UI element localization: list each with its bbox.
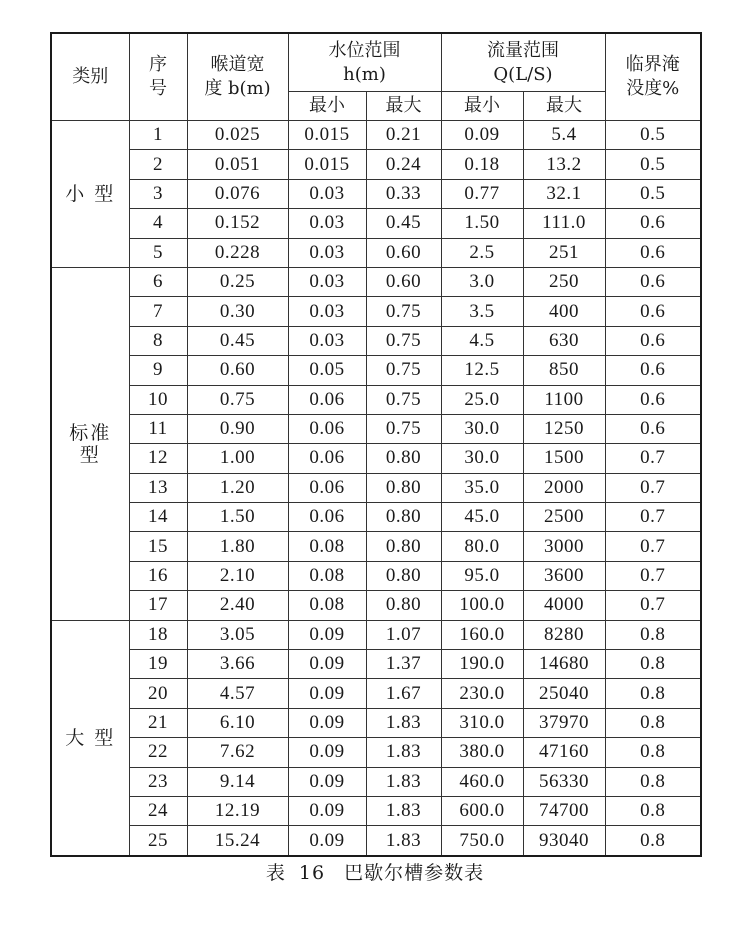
cell-flow-max: 2000: [523, 473, 605, 502]
cell-water-level-min: 0.09: [288, 650, 366, 679]
cell-water-level-min: 0.03: [288, 209, 366, 238]
cell-flow-min: 95.0: [441, 561, 523, 590]
cell-critical-submergence: 0.8: [605, 650, 701, 679]
cell-flow-max: 93040: [523, 826, 605, 856]
cell-index: 11: [129, 414, 187, 443]
cell-index: 5: [129, 238, 187, 267]
header-water-level-range: [288, 33, 441, 92]
cell-critical-submergence: 0.6: [605, 209, 701, 238]
header-index-line2: 号: [149, 78, 167, 99]
header-submergence-line1: 临界淹: [625, 54, 680, 75]
cell-flow-max: 5.4: [523, 121, 605, 150]
cell-water-level-max: 0.80: [366, 503, 441, 532]
cell-water-level-min: 0.08: [288, 532, 366, 561]
cell-flow-max: 250: [523, 267, 605, 296]
table-row: [51, 561, 701, 590]
cell-category: [51, 121, 129, 268]
cell-throat-width: 9.14: [187, 767, 288, 796]
cell-water-level-max: 0.33: [366, 179, 441, 208]
cell-index: 19: [129, 650, 187, 679]
cell-flow-min: 1.50: [441, 209, 523, 238]
cell-throat-width: 4.57: [187, 679, 288, 708]
cell-water-level-max: 1.67: [366, 679, 441, 708]
cell-throat-width: 12.19: [187, 796, 288, 825]
header-critical-submergence: [605, 33, 701, 121]
table-row: [51, 738, 701, 767]
cell-index: 4: [129, 209, 187, 238]
cell-water-level-max: 1.83: [366, 738, 441, 767]
cell-flow-max: 3600: [523, 561, 605, 590]
cell-water-level-max: 1.83: [366, 708, 441, 737]
cell-water-level-max: 0.24: [366, 150, 441, 179]
header-flow-min: 最小: [441, 92, 523, 121]
cell-water-level-max: 0.80: [366, 561, 441, 590]
cell-flow-min: 0.77: [441, 179, 523, 208]
cell-index: 15: [129, 532, 187, 561]
cell-throat-width: 0.45: [187, 326, 288, 355]
cell-water-level-max: 1.83: [366, 767, 441, 796]
cell-water-level-max: 0.60: [366, 267, 441, 296]
cell-flow-min: 0.18: [441, 150, 523, 179]
cell-water-level-min: 0.03: [288, 326, 366, 355]
cell-critical-submergence: 0.8: [605, 796, 701, 825]
cell-critical-submergence: 0.8: [605, 708, 701, 737]
caption-number: 16: [298, 862, 326, 884]
cell-water-level-max: 1.07: [366, 620, 441, 649]
cell-flow-min: 750.0: [441, 826, 523, 856]
header-category: [51, 33, 129, 121]
cell-flow-max: 400: [523, 297, 605, 326]
cell-flow-max: 850: [523, 356, 605, 385]
cell-critical-submergence: 0.6: [605, 238, 701, 267]
cell-throat-width: 1.20: [187, 473, 288, 502]
cell-water-level-min: 0.08: [288, 561, 366, 590]
table-header: [51, 33, 701, 121]
header-water-level-line2: h(m): [343, 63, 386, 85]
table-row: [51, 356, 701, 385]
cell-water-level-min: 0.09: [288, 708, 366, 737]
cell-throat-width: 7.62: [187, 738, 288, 767]
parshall-flume-parameter-table: [50, 32, 702, 857]
cell-water-level-max: 0.75: [366, 297, 441, 326]
cell-index: 21: [129, 708, 187, 737]
cell-throat-width: 1.50: [187, 503, 288, 532]
category-line1: 标准: [69, 421, 112, 444]
cell-critical-submergence: 0.6: [605, 356, 701, 385]
cell-critical-submergence: 0.7: [605, 591, 701, 620]
header-index-line1: 序: [149, 54, 167, 75]
cell-water-level-min: 0.09: [288, 620, 366, 649]
table-row: [51, 385, 701, 414]
table-row: [51, 238, 701, 267]
cell-index: 14: [129, 503, 187, 532]
cell-critical-submergence: 0.6: [605, 414, 701, 443]
cell-flow-max: 1250: [523, 414, 605, 443]
cell-critical-submergence: 0.7: [605, 473, 701, 502]
cell-critical-submergence: 0.6: [605, 267, 701, 296]
cell-index: 2: [129, 150, 187, 179]
cell-critical-submergence: 0.6: [605, 297, 701, 326]
cell-flow-max: 1100: [523, 385, 605, 414]
header-water-level-min: 最小: [288, 92, 366, 121]
cell-water-level-min: 0.09: [288, 796, 366, 825]
cell-water-level-max: 0.80: [366, 473, 441, 502]
cell-water-level-min: 0.06: [288, 473, 366, 502]
cell-flow-max: 111.0: [523, 209, 605, 238]
table-row: [51, 326, 701, 355]
cell-flow-max: 8280: [523, 620, 605, 649]
cell-flow-min: 100.0: [441, 591, 523, 620]
cell-water-level-max: 0.75: [366, 414, 441, 443]
cell-throat-width: 2.10: [187, 561, 288, 590]
cell-index: 1: [129, 121, 187, 150]
cell-throat-width: 6.10: [187, 708, 288, 737]
table-row: [51, 121, 701, 150]
cell-flow-max: 251: [523, 238, 605, 267]
table-row: [51, 179, 701, 208]
cell-flow-max: 3000: [523, 532, 605, 561]
cell-flow-max: 37970: [523, 708, 605, 737]
cell-flow-min: 30.0: [441, 444, 523, 473]
cell-flow-max: 25040: [523, 679, 605, 708]
cell-flow-min: 0.09: [441, 121, 523, 150]
cell-throat-width: 0.152: [187, 209, 288, 238]
cell-water-level-min: 0.05: [288, 356, 366, 385]
table-row: [51, 473, 701, 502]
category-line2: 型: [79, 443, 101, 466]
caption-title: 巴歇尔槽参数表: [344, 862, 485, 884]
cell-flow-min: 4.5: [441, 326, 523, 355]
cell-water-level-max: 1.83: [366, 826, 441, 856]
cell-flow-min: 45.0: [441, 503, 523, 532]
cell-water-level-min: 0.09: [288, 738, 366, 767]
cell-throat-width: 3.05: [187, 620, 288, 649]
cell-index: 12: [129, 444, 187, 473]
cell-flow-max: 630: [523, 326, 605, 355]
cell-flow-max: 47160: [523, 738, 605, 767]
cell-index: 20: [129, 679, 187, 708]
cell-flow-max: 32.1: [523, 179, 605, 208]
cell-index: 17: [129, 591, 187, 620]
header-throat-width-line2: 度 b(m): [204, 78, 271, 99]
cell-category: [51, 620, 129, 856]
cell-critical-submergence: 0.8: [605, 620, 701, 649]
cell-water-level-max: 0.60: [366, 238, 441, 267]
cell-flow-min: 230.0: [441, 679, 523, 708]
cell-water-level-min: 0.09: [288, 679, 366, 708]
cell-water-level-min: 0.09: [288, 826, 366, 856]
cell-water-level-min: 0.08: [288, 591, 366, 620]
cell-index: 6: [129, 267, 187, 296]
table-row: [51, 503, 701, 532]
cell-flow-min: 310.0: [441, 708, 523, 737]
cell-critical-submergence: 0.8: [605, 767, 701, 796]
table-row: [51, 826, 701, 856]
cell-critical-submergence: 0.8: [605, 679, 701, 708]
category-label: 小 型: [65, 182, 116, 205]
cell-index: 18: [129, 620, 187, 649]
cell-flow-min: 600.0: [441, 796, 523, 825]
cell-critical-submergence: 0.5: [605, 179, 701, 208]
cell-water-level-max: 1.37: [366, 650, 441, 679]
cell-water-level-max: 0.80: [366, 444, 441, 473]
cell-water-level-max: 0.45: [366, 209, 441, 238]
cell-throat-width: 0.076: [187, 179, 288, 208]
cell-index: 25: [129, 826, 187, 856]
cell-throat-width: 0.75: [187, 385, 288, 414]
cell-throat-width: 0.228: [187, 238, 288, 267]
cell-index: 9: [129, 356, 187, 385]
cell-throat-width: 0.30: [187, 297, 288, 326]
cell-water-level-max: 0.21: [366, 121, 441, 150]
cell-flow-min: 190.0: [441, 650, 523, 679]
cell-critical-submergence: 0.8: [605, 826, 701, 856]
cell-flow-min: 460.0: [441, 767, 523, 796]
cell-water-level-max: 0.75: [366, 356, 441, 385]
cell-water-level-min: 0.015: [288, 150, 366, 179]
cell-flow-min: 3.5: [441, 297, 523, 326]
cell-flow-min: 3.0: [441, 267, 523, 296]
cell-throat-width: 0.25: [187, 267, 288, 296]
cell-throat-width: 1.80: [187, 532, 288, 561]
cell-water-level-min: 0.06: [288, 444, 366, 473]
cell-index: 23: [129, 767, 187, 796]
cell-water-level-max: 0.75: [366, 385, 441, 414]
cell-index: 24: [129, 796, 187, 825]
header-throat-width: [187, 33, 288, 121]
cell-throat-width: 0.90: [187, 414, 288, 443]
cell-flow-min: 35.0: [441, 473, 523, 502]
cell-index: 3: [129, 179, 187, 208]
cell-critical-submergence: 0.7: [605, 532, 701, 561]
table-row: [51, 414, 701, 443]
cell-water-level-min: 0.03: [288, 267, 366, 296]
cell-flow-min: 30.0: [441, 414, 523, 443]
header-water-level-line1: 水位范围: [328, 39, 401, 61]
cell-critical-submergence: 0.5: [605, 121, 701, 150]
parshall-flume-parameter-table-container: [50, 32, 700, 857]
cell-flow-min: 80.0: [441, 532, 523, 561]
cell-water-level-min: 0.06: [288, 503, 366, 532]
cell-water-level-max: 0.80: [366, 532, 441, 561]
cell-critical-submergence: 0.6: [605, 326, 701, 355]
table-row: [51, 444, 701, 473]
cell-index: 10: [129, 385, 187, 414]
cell-throat-width: 0.60: [187, 356, 288, 385]
cell-flow-min: 12.5: [441, 356, 523, 385]
cell-category: [51, 267, 129, 620]
header-flow-line2: Q(L/S): [493, 63, 553, 85]
table-caption: [0, 860, 750, 886]
cell-index: 16: [129, 561, 187, 590]
cell-flow-max: 4000: [523, 591, 605, 620]
category-label: 大 型: [65, 726, 116, 749]
cell-throat-width: 0.025: [187, 121, 288, 150]
cell-index: 8: [129, 326, 187, 355]
cell-flow-max: 56330: [523, 767, 605, 796]
header-flow-range: [441, 33, 605, 92]
cell-flow-min: 25.0: [441, 385, 523, 414]
cell-critical-submergence: 0.8: [605, 738, 701, 767]
header-flow-max: 最大: [523, 92, 605, 121]
cell-water-level-max: 1.83: [366, 796, 441, 825]
table-row: [51, 679, 701, 708]
caption-label: 表: [265, 862, 286, 884]
table-row: [51, 708, 701, 737]
table-row: [51, 150, 701, 179]
cell-flow-max: 14680: [523, 650, 605, 679]
cell-water-level-min: 0.09: [288, 767, 366, 796]
header-flow-line1: 流量范围: [487, 39, 559, 61]
table-row: [51, 591, 701, 620]
cell-index: 13: [129, 473, 187, 502]
table-row: [51, 532, 701, 561]
cell-water-level-min: 0.015: [288, 121, 366, 150]
table-row: [51, 209, 701, 238]
header-water-level-max: 最大: [366, 92, 441, 121]
cell-flow-min: 2.5: [441, 238, 523, 267]
cell-index: 7: [129, 297, 187, 326]
table-row: [51, 297, 701, 326]
table-body: [51, 121, 701, 856]
cell-throat-width: 0.051: [187, 150, 288, 179]
cell-index: 22: [129, 738, 187, 767]
cell-water-level-max: 0.75: [366, 326, 441, 355]
table-row: [51, 796, 701, 825]
header-throat-width-line1: 喉道宽: [210, 54, 265, 75]
header-submergence-line2: 没度%: [626, 78, 680, 99]
cell-throat-width: 3.66: [187, 650, 288, 679]
cell-water-level-min: 0.03: [288, 297, 366, 326]
cell-flow-min: 380.0: [441, 738, 523, 767]
table-row: [51, 620, 701, 649]
cell-critical-submergence: 0.5: [605, 150, 701, 179]
cell-water-level-max: 0.80: [366, 591, 441, 620]
cell-throat-width: 15.24: [187, 826, 288, 856]
cell-throat-width: 1.00: [187, 444, 288, 473]
cell-flow-max: 74700: [523, 796, 605, 825]
table-row: [51, 267, 701, 296]
table-row: [51, 650, 701, 679]
cell-critical-submergence: 0.7: [605, 561, 701, 590]
cell-flow-max: 2500: [523, 503, 605, 532]
cell-water-level-min: 0.03: [288, 238, 366, 267]
cell-water-level-min: 0.03: [288, 179, 366, 208]
cell-critical-submergence: 0.6: [605, 385, 701, 414]
cell-throat-width: 2.40: [187, 591, 288, 620]
header-category-label: 类别: [72, 66, 109, 87]
cell-critical-submergence: 0.7: [605, 503, 701, 532]
header-index: [129, 33, 187, 121]
table-row: [51, 767, 701, 796]
cell-water-level-min: 0.06: [288, 385, 366, 414]
cell-flow-max: 13.2: [523, 150, 605, 179]
cell-water-level-min: 0.06: [288, 414, 366, 443]
cell-flow-max: 1500: [523, 444, 605, 473]
cell-flow-min: 160.0: [441, 620, 523, 649]
cell-critical-submergence: 0.7: [605, 444, 701, 473]
